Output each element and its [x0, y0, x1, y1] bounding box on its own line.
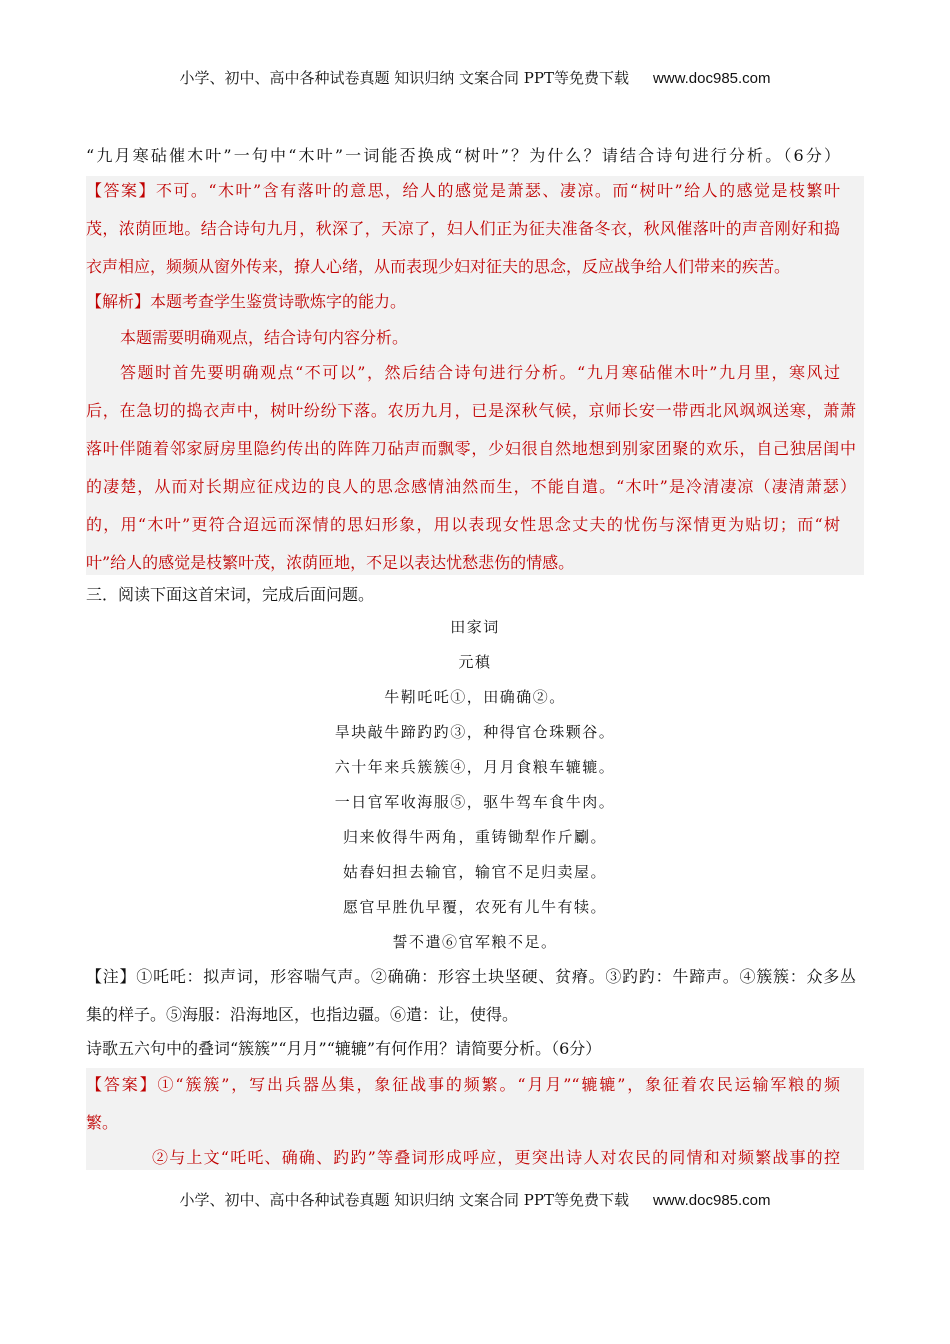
- answer-line: [86, 1074, 840, 1096]
- answer-line: 茂，浓荫匝地。结合诗句九月，秋深了，天凉了，妇人们正为征夫准备冬衣，秋风催落叶的声音刚好和捣: [86, 219, 840, 238]
- poem-line: 誓不遣⑥官军粮不足。: [392, 933, 558, 951]
- poem-line: 一日官军收海服⑤，驱牛驾车食牛肉。: [334, 793, 616, 811]
- answer-tag: 【答案】: [86, 181, 156, 200]
- analysis-line: [86, 291, 840, 313]
- poem-line: 六十年来兵簇簇④，月月食粮车辘辘。: [334, 758, 616, 776]
- poem-author: 元稹: [458, 653, 492, 671]
- analysis-tag: 【解析】: [86, 292, 151, 311]
- note-line: 集的样子。⑤海服：沿海地区，也指边疆。⑥遣：让，使得。: [86, 1005, 519, 1024]
- answer-text: 不可。“木叶”含有落叶的意思，给人的感觉是萧瑟、凄凉。而“树叶”给人的感觉是枝繁叶: [155, 181, 840, 200]
- analysis-line: 叶”给人的感觉是枝繁叶茂，浓荫匝地，不足以表达忧愁悲伤的情感。: [86, 553, 575, 572]
- answer-line: 衣声相应，频频从窗外传来，撩人心绪，从而表现少妇对征夫的思念，反应战争给人们带来的疾苦。: [86, 257, 791, 276]
- footer-site[interactable]: www.doc985.com: [652, 1192, 771, 1209]
- poem-line: 旱块敲牛蹄趵趵③，种得官仓珠颗谷。: [334, 723, 616, 741]
- footer-text: 小学、初中、高中各种试卷真题 知识归纳 文案合同 PPT等免费下载: [179, 1191, 629, 1209]
- question-2: 诗歌五六句中的叠词“簇簇”“月月”“辘辘”有何作用？请简要分析。（6分）: [86, 1039, 602, 1058]
- analysis-line: 本题需要明确观点，结合诗句内容分析。: [120, 328, 409, 347]
- analysis-line: 答题时首先要明确观点“不可以”，然后结合诗句进行分析。“九月寒砧催木叶”九月里，寒风过: [120, 363, 840, 382]
- header-site[interactable]: www.doc985.com: [652, 70, 771, 87]
- answer-line: [86, 180, 840, 202]
- poem-line: 牛靷吒吒①，田确确②。: [384, 688, 566, 706]
- analysis-text: 本题考查学生鉴赏诗歌炼字的能力。: [150, 292, 407, 311]
- analysis-line: 的，用“木叶”更符合迢远而深情的思妇形象，用以表现女性思念丈夫的忧伤与深情更为贴切；而“树: [86, 515, 840, 534]
- section-3-heading: 三．阅读下面这首宋词，完成后面问题。: [86, 585, 375, 604]
- page-header: [0, 68, 950, 89]
- page-footer: [0, 1190, 950, 1211]
- analysis-line: 落叶伴随着邻家厨房里隐约传出的阵阵刀砧声而飘零，少妇很自然地想到别家团聚的欢乐，自己独居闺中: [86, 439, 856, 458]
- poem-line: 姑舂妇担去输官，输官不足归卖屋。: [342, 863, 607, 881]
- poem-title: 田家词: [450, 618, 500, 636]
- answer-line: ②与上文“吒吒、确确、趵趵”等叠词形成呼应，更突出诗人对农民的同情和对频繁战事的控: [152, 1148, 840, 1167]
- question-1: “九月寒砧催木叶”一句中“木叶”一词能否换成“树叶”？为什么？请结合诗句进行分析。（6分）: [86, 146, 840, 165]
- note-line: 【注】①吒吒：拟声词，形容喘气声。②确确：形容土块坚硬、贫瘠。③趵趵：牛蹄声。④簇簇：众多丛: [86, 967, 856, 986]
- poem-line: 归来攸得牛两角，重铸锄犁作斤劚。: [342, 828, 607, 846]
- answer-text: ①“簇簇”，写出兵器丛集，象征战事的频繁。“月月”“辘辘”，象征着农民运输军粮的频: [157, 1075, 840, 1094]
- analysis-line: 的凄楚，从而对长期应征戍边的良人的思念感情油然而生，不能自遣。“木叶”是冷清凄凉（凄清萧瑟）: [86, 477, 856, 496]
- header-text: 小学、初中、高中各种试卷真题 知识归纳 文案合同 PPT等免费下载: [179, 69, 629, 87]
- analysis-line: 后，在急切的捣衣声中，树叶纷纷下落。农历九月，已是深秋气候，京师长安一带西北风飒飒送寒，萧萧: [86, 401, 856, 420]
- poem-line: 愿官早胜仇早覆，农死有儿牛有犊。: [342, 898, 607, 916]
- answer-tag: 【答案】: [86, 1075, 158, 1094]
- answer-line: 繁。: [86, 1113, 119, 1132]
